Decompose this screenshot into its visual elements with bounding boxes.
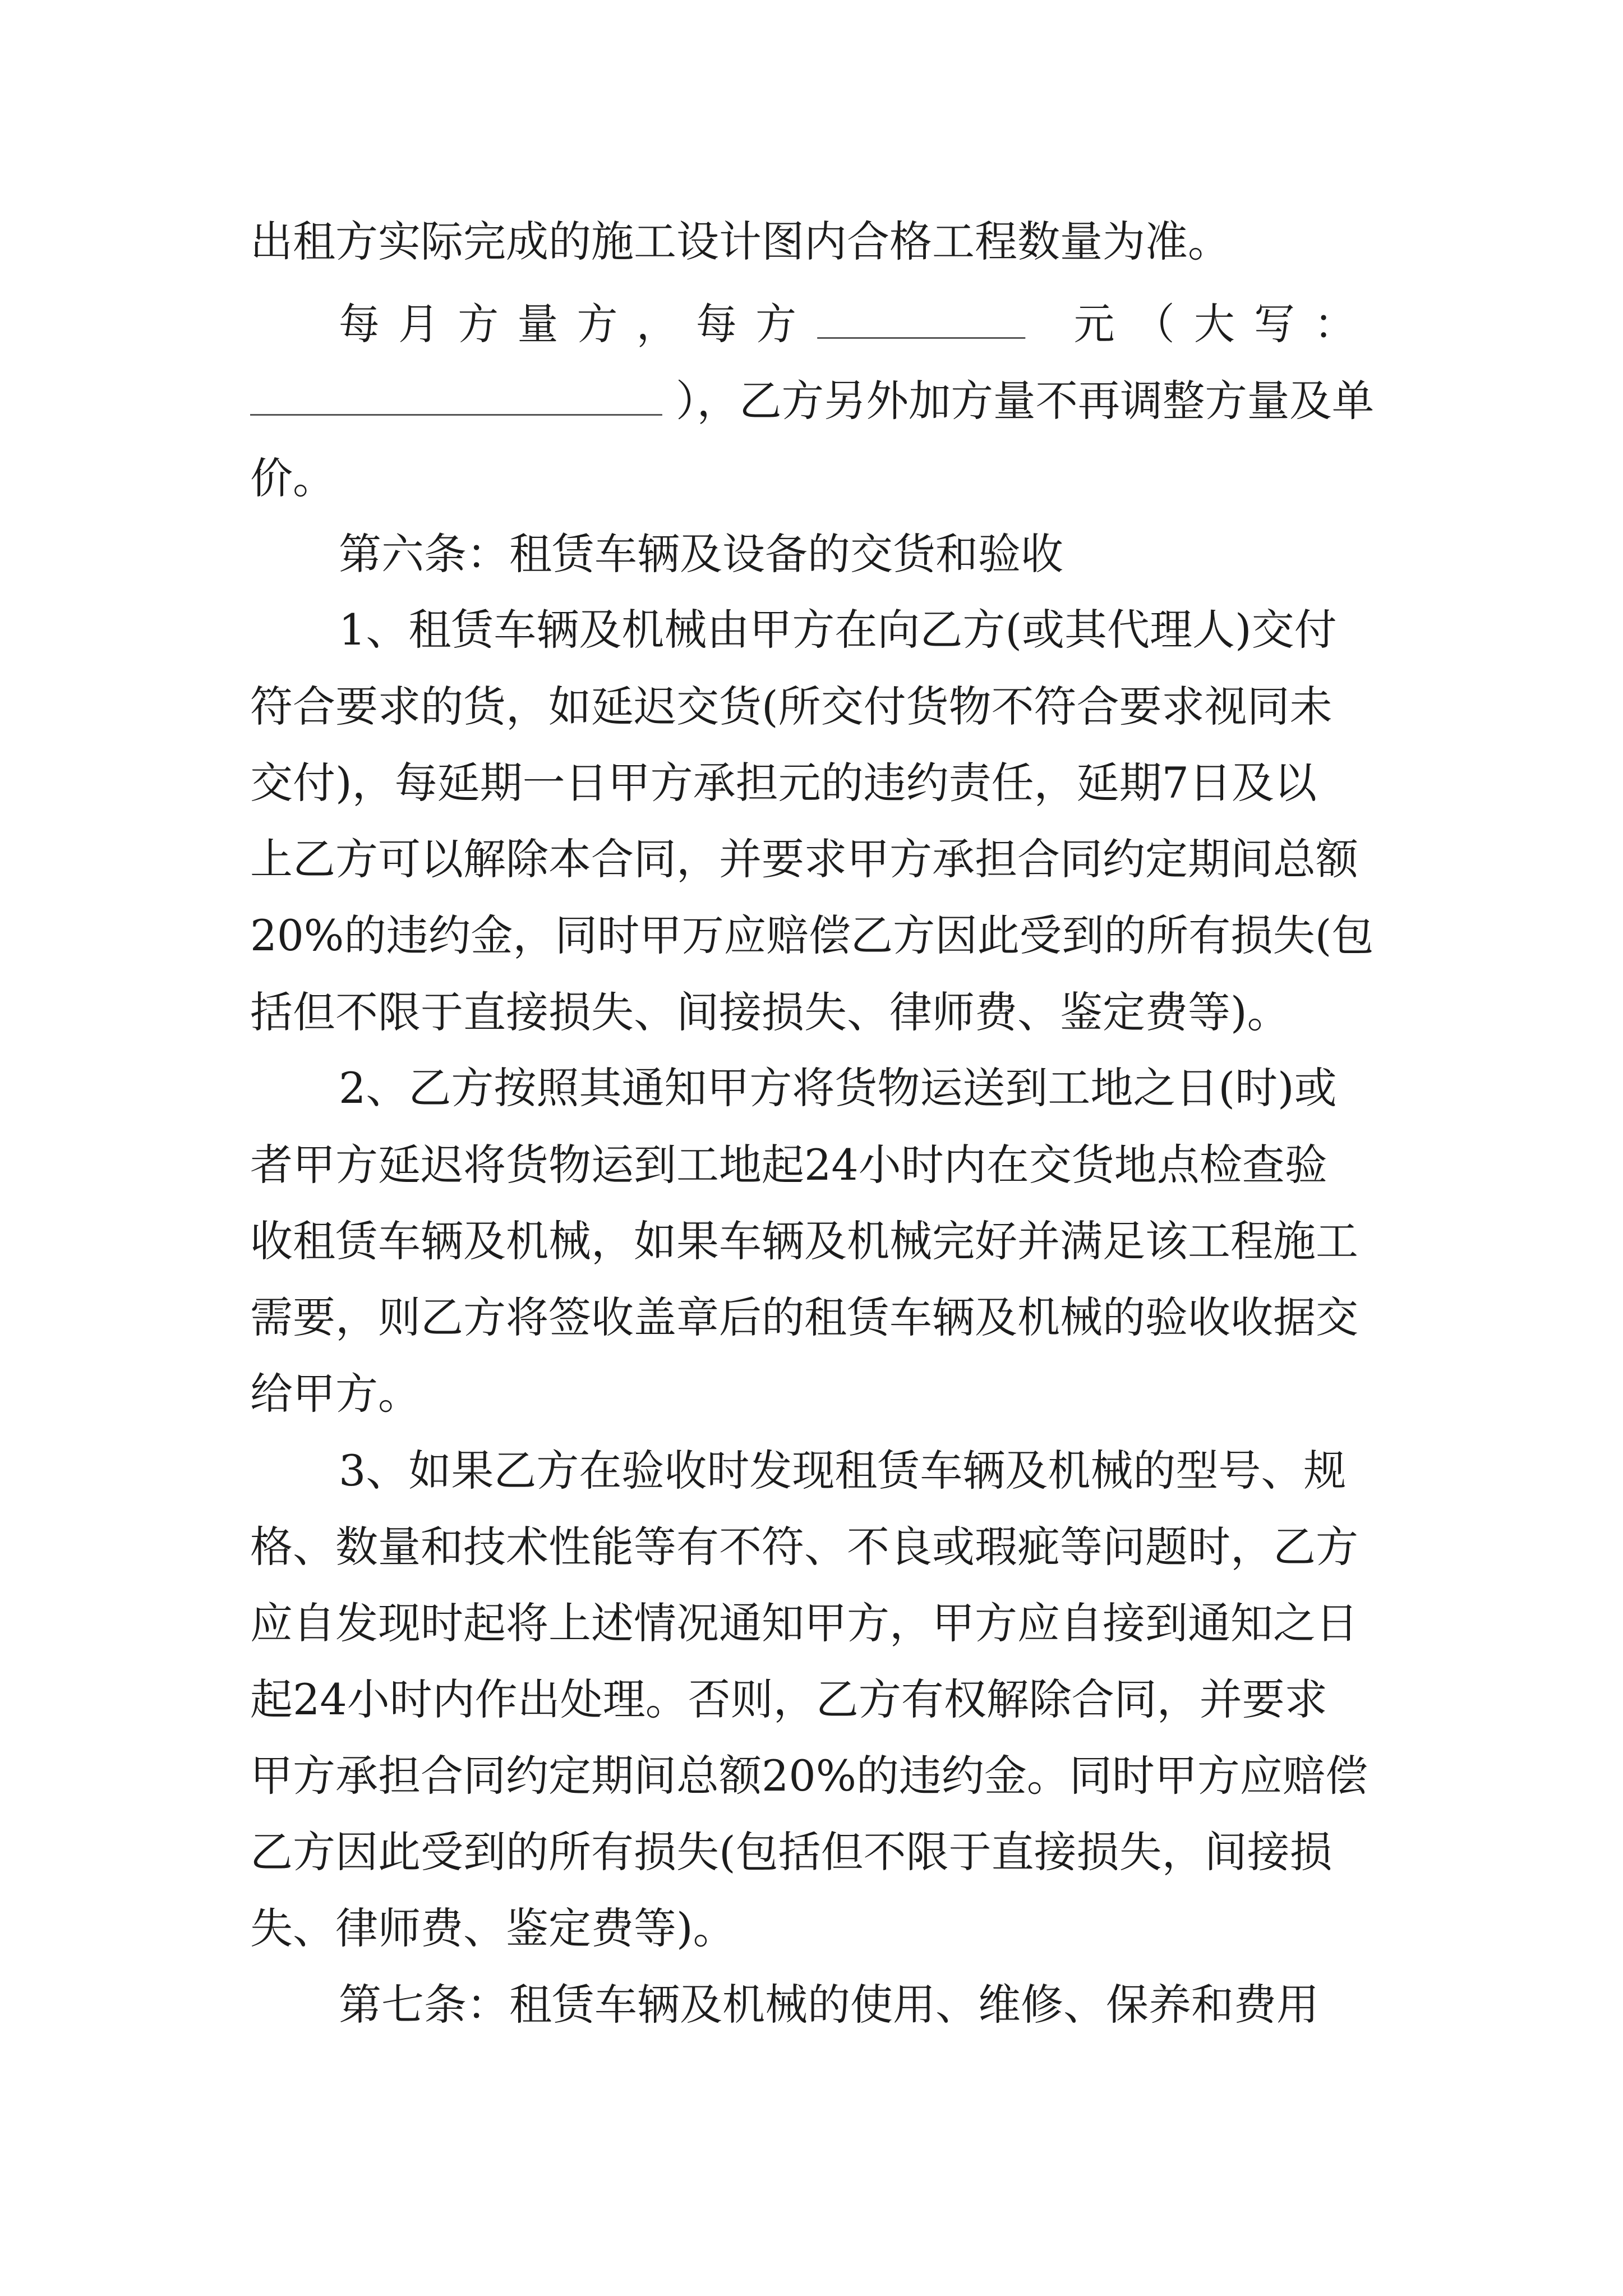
text-segment: 元（大写： bbox=[1073, 299, 1375, 349]
text-line: 需要，则乙方将签收盖章后的租赁车辆及机械的验收收据交 bbox=[250, 1292, 1358, 1342]
text-line bbox=[250, 376, 1375, 426]
text-line: 上乙方可以解除本合同，并要求甲方承担合同约定期间总额 bbox=[250, 834, 1358, 884]
text-line: 2、乙方按照其通知甲方将货物运送到工地之日(时)或 bbox=[339, 1063, 1337, 1113]
text-line bbox=[339, 299, 1375, 349]
text-line: 应自发现时起将上述情况通知甲方，甲方应自接到通知之日 bbox=[250, 1598, 1358, 1648]
text-line: 符合要求的货，如延迟交货(所交付货物不符合要求视同未 bbox=[250, 682, 1332, 731]
blank-line bbox=[250, 414, 662, 416]
text-line: 交付)，每延期一日甲方承担元的违约责任，延期7日及以 bbox=[250, 758, 1317, 808]
text-line: 出租方实际完成的施工设计图内合格工程数量为准。 bbox=[250, 217, 1230, 266]
text-line: 者甲方延迟将货物运到工地起24小时内在交货地点检查验 bbox=[250, 1140, 1327, 1190]
text-line: 起24小时内作出处理。否则，乙方有权解除合同，并要求 bbox=[250, 1674, 1327, 1724]
text-line: 价。 bbox=[250, 453, 335, 503]
text-line: 1、租赁车辆及机械由甲方在向乙方(或其代理人)交付 bbox=[339, 605, 1337, 655]
blank-line bbox=[817, 337, 1025, 339]
text-line: 20%的违约金，同时甲万应赔偿乙方因此受到的所有损失(包 bbox=[250, 910, 1374, 960]
section-heading: 第六条：租赁车辆及设备的交货和验收 bbox=[339, 529, 1063, 579]
text-segment: ），乙方另外加方量不再调整方量及单 bbox=[675, 376, 1375, 426]
text-line: 甲方承担合同约定期间总额20%的违约金。同时甲方应赔偿 bbox=[250, 1751, 1368, 1801]
text-line: 括但不限于直接损失、间接损失、律师费、鉴定费等)。 bbox=[250, 987, 1290, 1037]
text-line: 收租赁车辆及机械，如果车辆及机械完好并满足该工程施工 bbox=[250, 1216, 1358, 1266]
text-line: 格、数量和技术性能等有不符、不良或瑕疵等问题时，乙方 bbox=[250, 1522, 1358, 1572]
text-line: 失、律师费、鉴定费等)。 bbox=[250, 1903, 736, 1953]
text-line: 乙方因此受到的所有损失(包括但不限于直接损失，间接损 bbox=[250, 1827, 1332, 1877]
text-line: 给甲方。 bbox=[250, 1369, 421, 1419]
text-line: 3、如果乙方在验收时发现租赁车辆及机械的型号、规 bbox=[339, 1446, 1347, 1496]
section-heading: 第七条：租赁车辆及机械的使用、维修、保养和费用 bbox=[339, 1980, 1319, 2030]
text-segment: 每月方量方，每方 bbox=[339, 299, 815, 349]
